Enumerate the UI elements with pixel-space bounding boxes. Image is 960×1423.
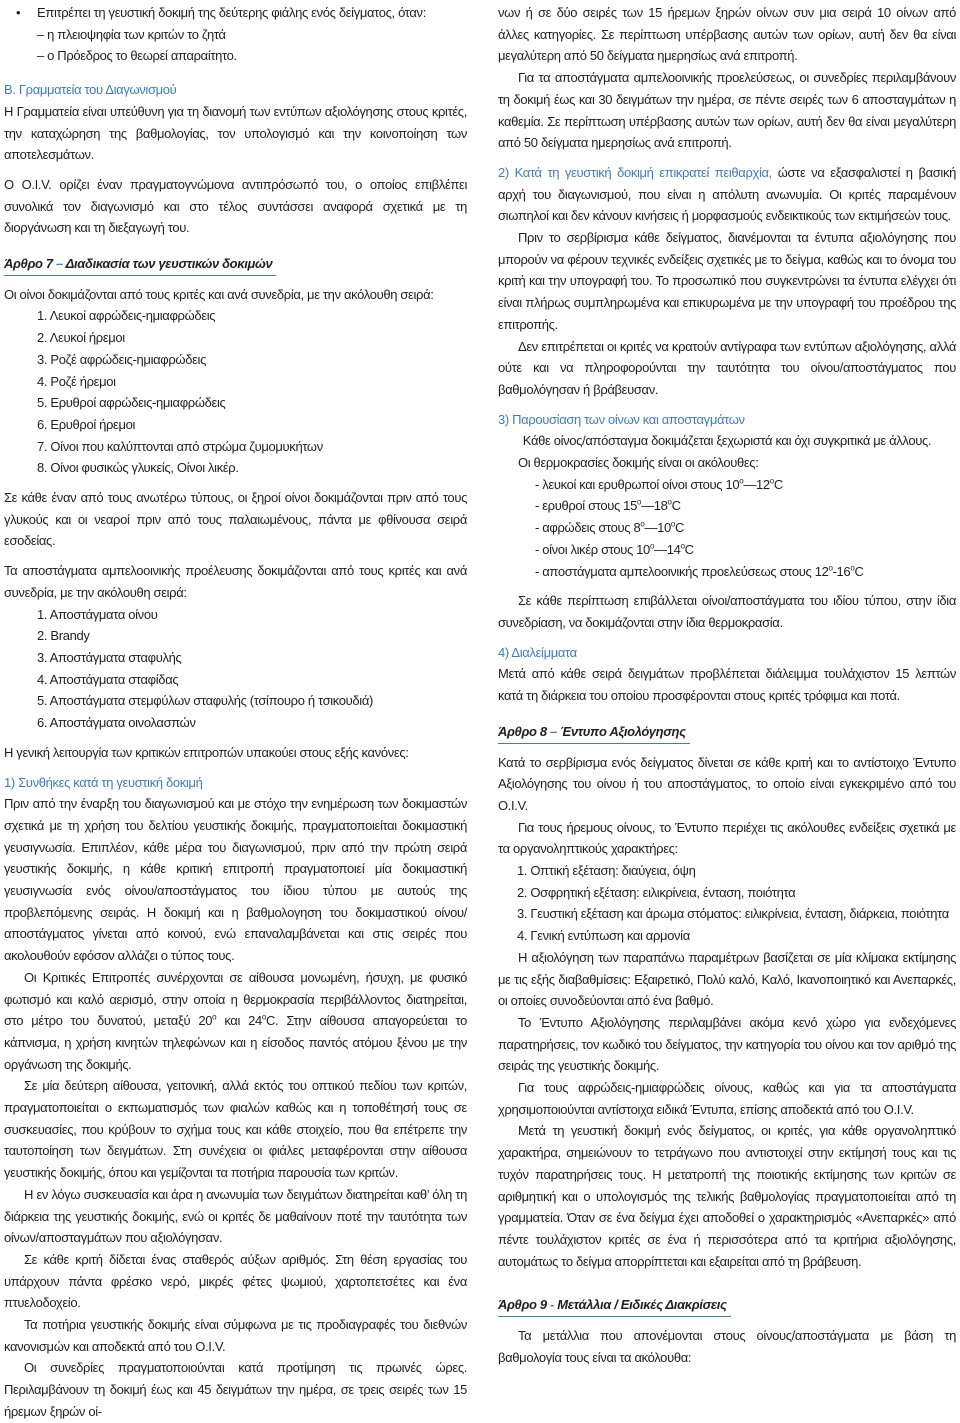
continued-paragraph: νων ή σε δύο σειρές των 15 ήρεμων ξηρών οίνων συν μια σειρά 10 οίνων από άλλες κατηγορίες. Σε περίπτωση υπέρβασης αυτών των ορίων, αυτή δεν θα είναι μεγαλύτερη από 50 δείγματα ημερησίως ανά επιτροπή. [498,5,956,64]
bullet-sub-item: – η πλειοψηφία των κριτών το ζητά [37,26,226,42]
list-item: 4. Ροζέ ήρεμοι [37,373,116,389]
list-item: 2. Brandy [37,628,90,644]
article-7-heading [4,253,467,276]
article-7-intro: Οι οίνοι δοκιμάζονται από τους κριτές και ανά συνεδρία, με την ακόλουθη σειρά: [4,286,434,302]
oiv-paragraph [4,174,467,239]
list-item: 2. Οσφρητική εξέταση: ειλικρίνεια, ένταση, ποιότητα [517,884,796,900]
wine-order-list [4,305,467,479]
article-8-title: Έντυπο Αξιολόγησης [560,723,686,739]
list-item: 3. Ροζέ αφρώδεις-ημιαφρώδεις [37,351,206,367]
article-7-title: Διαδικασία των γευστικών δοκιμών [65,256,273,272]
list-item: - αφρώδεις στους $8^o—10^oC$ [535,519,685,536]
list-item: 3. Αποστάγματα σταφυλής [37,649,182,665]
dry-order-paragraph: Σε κάθε έναν από τους ανωτέρω τύπους, οι ξηροί οίνοι δοκιμάζονται πριν από τους γλυκούς και οι νεαροί πριν από τους παλαιωμένους, πάντα με φθίνουσα σειρά εσοδείας. [4,490,467,549]
rule-1-paragraph: Πριν από την έναρξη του διαγωνισμού και με στόχο την ενημέρωση των δοκιμαστών σχετικά με τη χρήση του δελτίου γευστικής δοκιμής, πραγματοποιείται δοκιμαστική γευσιγνωσία. Επιπλέον, κάθε μέρα του διαγωνισμού, πριν από την πρώτη σειρά γευστικής δοκιμής, η κάθε κριτική επιτροπή πραγματοποιεί μία δοκιμαστική γευσιγνωσία ενός οίνου/αποστάγματος του ίδιου τύπου με αυτούς της προβλεπόμενης σειράς. Η δοκιμή και η βαθμολογηση του δοκιμαστικού οίνου/αποστάγματος γίνεται από κοινού, ενώ επαναλαμβάνεται και στις σειρές που ακολουθούν εφόσον αλλάζει ο τύπος τους. [4,796,467,964]
spirits-intro: Τα αποστάγματα αμπελοοινικής προέλευσης δοκιμάζονται από τους κριτές και ανά συνεδρία, με την ακόλουθη σειρά: [4,563,467,600]
bullet-sub-item: – ο Πρόεδρος το θεωρεί απαραίτητο. [37,48,237,64]
list-item: 5. Ερυθροί αφρώδεις-ημιαφρώδεις [37,395,226,411]
article-8-label: Άρθρο 8 [498,723,547,739]
list-item: 1. Λευκοί αφρώδεις-ημιαφρώδεις [37,308,216,324]
rule-4-title: 4) Διαλείμματα [498,644,577,660]
article-7-label: Άρθρο 7 [4,256,53,272]
list-item: 7. Οίνοι που καλύπτονται από στρώμα ζυμομυκήτων [37,438,323,454]
list-item: 6. Ερυθροί ήρεμοι [37,416,136,432]
article-9-title: Μετάλλια / Ειδικές Διακρίσεις [557,1297,727,1313]
spirits-session-paragraph: Για τα αποστάγματα αμπελοοινικής προελεύσεως, οι συνεδρίες περιλαμβάνουν τη δοκιμή έως και 30 δειγμάτων την ημέρα, σε πέντε σειρές των 6 αποσταγμάτων η καθεμία. Σε περίπτωση υπέρβασης αυτών των ορίων, αυτή δεν θα είναι μεγαλύτερη από 50 δείγματα ημερησίως ανά επιτροπή. [498,70,956,151]
rule-3-paragraph: Κάθε οίνος/απόσταγμα δοκιμάζεται ξεχωριστά και όχι συγκριτικά με άλλους. [522,433,932,449]
rule-2-title: 2) Κατά τη γευστική δοκιμή επικρατεί πειθαρχία, [498,164,772,180]
list-item: 5. Αποστάγματα στεμφύλων σταφυλής (τσίπουρο ή τσικουδιά) [37,693,373,709]
article-8-paragraph: Για τους αφρώδεις-ημιαφρώδεις οίνους, καθώς και για τα αποστάγματα χρησιμοποιούνται αντίστοιχα ειδικά Έντυπα, επίσης αποδεκτά από του O.I.V. [498,1080,956,1117]
article-8-paragraph: Η αξιολόγηση των παραπάνω παραμέτρων βασίζεται σε μία κλίμακα εκτίμησης με τις εξής διαβαθμίσεις: Εξαιρετικό, Πολύ καλό, Καλό, Ικανοποιητικό και Ανεπαρκές, οι οποίες συνοδεύονται από ένα βαθμό. [498,949,956,1009]
criteria-list [498,860,956,947]
article-9-paragraph: Τα μετάλλια που απονέμονται στους οίνους/αποστάγματα με βάση τη βαθμολογία τους είναι τα ακόλουθα: [498,1328,956,1365]
article-8-separator: – [546,723,561,739]
article-7-separator: – [52,256,66,272]
spirits-order-list [4,604,467,734]
list-item: - ερυθροί στους $15^o—18^oC$ [535,498,681,514]
temperature-list [498,474,956,583]
list-item: 8. Οίνοι φυσικώς γλυκείς, Οίνοι λικέρ. [37,460,239,476]
list-item: 1. Οπτική εξέταση: διαύγεια, όψη [517,863,696,879]
section-b-paragraph: Η Γραμματεία είναι υπεύθυνη για τη διανομή των εντύπων αξιολόγησης στους κριτές, την καταχώρηση της βαθμολογίας, τον υπολογισμό και την κοινοποίηση των αποτελεσμάτων. [4,103,467,163]
list-item: 1. Αποστάγματα οίνου [37,606,158,622]
bullet-icon: • [16,5,21,20]
list-item: 3. Γευστική εξέταση και άρωμα στόματος: ειλικρίνεια, ένταση, διάρκεια, ποιότητα [517,906,949,922]
section-b-title: Β. Γραμματεία του Διαγωνισμού [4,82,177,98]
rule-1-paragraph: Σε κάθε κριτή δίδεται ένας σταθερός αύξων αριθμός. Στη θέση εργασίας του υπάρχουν πάντα φρέσκο νερό, μικρές φέτες ψωμιού, χαρτοπετσέτες και ένα πτυελοδοχείο. [4,1251,467,1311]
oiv-lead: Ο O.I.V. [4,176,52,192]
rule-1-paragraph: Οι Κριτικές Επιτροπές συνέρχονται σε αίθουσα μονωμένη, ήσυχη, με φυσικό φωτισμό και καλό αερισμό, στην οποία η θερμοκρασία περιβάλλοντος διατηρείται, στο μέτρο του δυνατού, μεταξύ 20$^o$ και 24$^o$C. Στην αίθουσα απαγορεύεται το κάπνισμα, η χρήση κινητών τηλεφώνων και η είσοδος παντός ατόμου ξένου με την οργάνωση της δοκιμής. [4,969,468,1072]
list-item: 4. Γενική εντύπωση και αρμονία [517,928,690,944]
rule-1-title: 1) Συνθήκες κατά τη γευστική δοκιμή [4,774,203,790]
list-item: 6. Αποστάγματα οινολασπών [37,715,196,731]
article-9-heading [498,1294,956,1317]
rule-3-paragraph: Σε κάθε περίπτωση επιβάλλεται οίνοι/αποστάγματα του ιδίου τύπου, στην ίδια συνεδρίαση, να δοκιμάζονται στην ίδια θερμοκρασία. [498,593,956,630]
oiv-text: ορίζει έναν πραγματογνώμονα αντιπρόσωπό του, ο οποίος επιβλέπει συνολικά τον διαγωνισμό και στο τέλος συντάσσει αναφορά σχετικά με τη διοργάνωση και τη διεξαγωγή του. [4,176,467,236]
article-8-paragraph: Κατά το σερβίρισμα ενός δείγματος δίνεται σε κάθε κριτή και το αντίστοιχο Έντυπο Αξιολόγησης του οίνου ή του αποστάγματος, το οποίο είναι εγκεκριμένο από του O.I.V. [498,754,956,813]
article-9-separator: - [546,1297,558,1313]
bullet-item [4,2,467,24]
article-8-paragraph: Το Έντυπο Αξιολόγησης περιλαμβάνει ακόμα κενό χώρο για ενδεχόμενες παρατηρήσεις, τον κωδικό του δείγματος, την κατηγορία του οίνου και τον αριθμό της σειράς της γευστικής δοκιμής. [498,1014,956,1074]
rule-2-paragraph: 2) Κατά τη γευστική δοκιμή επικρατεί πειθαρχία, ώστε να εξασφαλιστεί η βασική αρχή του διαγωνισμού, που είναι η απόλυτη ανωνυμία. Οι κριτές παραμένουν σιωπηλοί και δεν κάνουν κινήσεις ή μορφασμούς ενδεικτικούς των εκτιμήσεών τους. [498,164,956,224]
rule-2-paragraph: Δεν επιτρέπεται οι κριτές να κρατούν αντίγραφα των εντύπων αξιολόγησης, αλλά ούτε και να πληροφορούνται την ταυτότητα του οίνου/αποστάγματος που βαθμολόγησαν ή βράβευσαν. [498,338,956,397]
article-8-heading [498,721,956,744]
article-8-paragraph: Μετά τη γευστική δοκιμή ενός δείγματος, οι κριτές, για κάθε οργανοληπτικό χαρακτήρα, σημειώνουν το τετράγωνο που αντιστοιχεί στην εκτίμησή τους και τις τυχόν παρατηρήσεις τους. Η μετατροπή της ποιοτικής εκτίμησης των κριτών σε αριθμητική και ο υπολογισμός της τελικής βαθμολογίας πραγματοποιείται από τη γραμματεία. Όταν σε ένα δείγμα έχει αποδοθεί ο χαρακτηρισμός «Ανεπαρκές» από πέντε τουλάχιστον κριτές σε ένα ή περισσότερα από τα κριτήρια αξιολόγησης, αυτομάτως το δείγμα απορρίπτεται και εξαιρείται από τη βράβευση. [498,1123,956,1269]
rule-3-title: 3) Παρουσίαση των οίνων και αποσταγμάτων [498,411,745,427]
rule-1-paragraph: Η εν λόγω συσκευασία και άρα η ανωνυμία των δειγμάτων διατηρείται καθ’ όλη τη διάρκεια της γευστικής δοκιμής, ενώ οι κριτές δε μαθαίνουν ποτέ την ταυτότητα των οίνων/αποσταγμάτων που αξιολόγησαν. [4,1186,467,1246]
list-item: - λευκοί και ερυθρωποί οίνοι στους $10^o—12^oC$ [535,476,783,492]
left-column [4,0,467,1423]
list-item: - οίνοι λικέρ στους $10^o—14^oC$ [535,541,694,557]
bullet-intro-text: Επιτρέπει τη γευστική δοκιμή της δεύτερης φιάλης ενός δείγματος, όταν: [37,5,426,20]
article-8-paragraph: Για τους ήρεμους οίνους, το Έντυπο περιέχει τις ακόλουθες ενδείξεις σχετικά με τα οργανοληπτικούς χαρακτήρες: [498,819,956,857]
rule-3-paragraph: Οι θερμοκρασίες δοκιμής είναι οι ακόλουθες: [518,455,759,471]
rule-1-paragraph: Οι συνεδρίες πραγματοποιούνται κατά προτίμηση τις πρωινές ώρες. Περιλαμβάνουν τη δοκιμή έως και 45 δειγμάτων την ημέρα, σε τρεις σειρές των 15 ήρεμων ξηρών οί- [4,1360,467,1419]
list-item: - αποστάγματα αμπελοοινικής προελεύσεως στους $12^o-16^oC$ [535,563,864,579]
rule-4-paragraph: Μετά από κάθε σειρά δειγμάτων προβλέπεται διάλειμμα τουλάχιστον 15 λεπτών κατά τη διάρκεια του οποίου προσφέρονται στους κριτές τρόφιμα και ποτά. [498,666,956,704]
rule-1-paragraph: Τα ποτήρια γευστικής δοκιμής είναι σύμφωνα με τις προδιαγραφές του διεθνών κανονισμών και αποδεκτά από του O.I.V. [4,1317,467,1354]
article-9-label: Άρθρο 9 [498,1297,547,1313]
list-item: 2. Λευκοί ήρεμοι [37,330,125,346]
rule-1-paragraph: Σε μία δεύτερη αίθουσα, γειτονική, αλλά εκτός του οπτικού πεδίου των κριτών, πραγματοποιείται ο εκπωματισμός των φιαλών καθώς και η τοποθέτησή τους σε συσκευασίες, που κρύβουν το σχήμα τους και κάθε στοιχείο, που θα επέτρεπε την ταυτοποίηση των δειγμάτων. Στη συνέχεια οι φιάλες μεταφέρονται στην αίθουσα γευστικής δοκιμής, όπου και γεμίζονται τα ποτήρια παρουσία των κριτών. [4,1078,467,1181]
rule-2-paragraph: Πριν το σερβίρισμα κάθε δείγματος, διανέμονται τα έντυπα αξιολόγησης που μπορούν να φέρουν τεχνικές ενδείξεις σχετικές με το δείγμα, καθώς και το όνομα του κριτή και την υπογραφή του. Το προσωπικό που συγκεντρώνει τα έντυπα ελέγχει ότι είναι πλήρως συμπληρωμένα και επικυρωμένα με την υπογραφή του προέδρου της επιτροπής. [498,230,956,332]
list-item: 4. Αποστάγματα σταφίδας [37,671,179,687]
right-column [498,0,956,1368]
rules-intro: Η γενική λειτουργία των κριτικών επιτροπών υπακούει στους εξής κανόνες: [4,744,409,760]
